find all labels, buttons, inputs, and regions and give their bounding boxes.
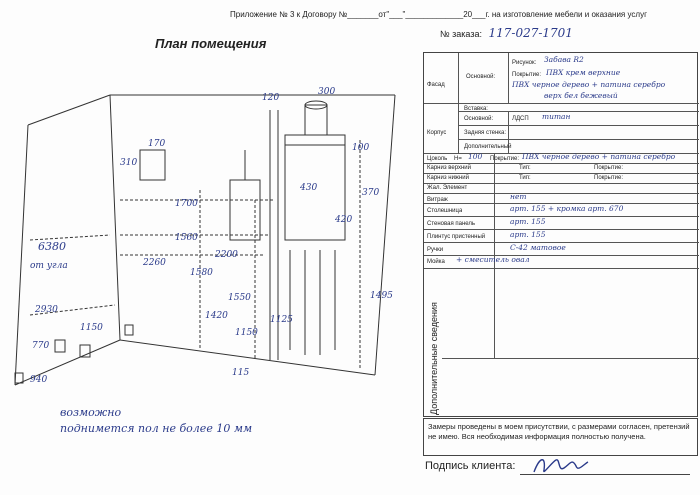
ldsp-label: ЛДСП [512, 116, 529, 122]
client-signature [530, 452, 590, 478]
dim-1125: 1125 [270, 315, 293, 325]
vstavka-label: Вставка: [464, 106, 488, 112]
ruchki-label: Ручки [427, 247, 444, 253]
karniz-niz-pokrytie-label: Покрытие: [594, 175, 624, 181]
tsokol-h-value: 100 [468, 153, 483, 161]
room-sketch [0, 50, 420, 450]
tsokol-pokrytie-value: ПВХ черное дерево + патина серебро [522, 153, 676, 161]
ruchki-value: С-42 матовое [510, 244, 566, 252]
order-number-label: № заказа: [440, 29, 482, 39]
order-number [440, 26, 573, 40]
pokrytie-value-3: верх бел бежевый [544, 92, 618, 100]
risunok-value: Забава R2 [544, 56, 584, 64]
plan-note-line2: поднимется пол не более 10 мм [60, 422, 253, 435]
stoleshnitsa-value: арт. 155 + кромка арт. 670 [510, 205, 624, 213]
karniz-verh-label: Карниз верхний [427, 165, 471, 171]
dim-from-corner: от угла [30, 261, 68, 271]
additional-info-side-text: Дополнительные сведения [429, 302, 439, 415]
dim-2200: 2200 [215, 250, 238, 260]
document-header: Приложение № 3 к Договору №_______от"___"_____________20___г. на изготовление мебели и оказания услуг [230, 10, 647, 19]
measurement-confirmation: Замеры проведены в моем присутствии, с размерами согласен, претензий не имею. Вся необходимая информация полностью получена. [423, 418, 698, 456]
dim-1560: 1560 [175, 233, 198, 243]
dim-370: 370 [362, 188, 380, 198]
korpus-label: Корпус [427, 130, 447, 136]
tsokol-h-label: Н= [454, 156, 462, 162]
dim-940: 940 [30, 375, 48, 385]
plan-note [60, 405, 252, 437]
dim-300: 300 [318, 87, 336, 97]
dim-1420: 1420 [205, 311, 228, 321]
moyka-value: + смеситель овал [456, 256, 530, 264]
dim-6380: 6380 [38, 240, 66, 253]
dim-120: 120 [262, 93, 280, 103]
karniz-verh-tip-label: Тип: [519, 165, 531, 171]
tsokol-pokrytie-label: Покрытие: [490, 156, 520, 162]
specification-form [423, 52, 698, 417]
fasad-label: Фасад [427, 82, 445, 88]
additional-info-side-label [425, 270, 441, 415]
dim-430: 430 [300, 183, 318, 193]
dim-1495: 1495 [370, 291, 393, 301]
dim-1150: 1150 [80, 323, 103, 333]
pokrytie-value-1: ПВХ крем верхние [546, 69, 621, 77]
stenovaya-panel-label: Стеновая панель [427, 221, 476, 227]
dim-1700: 1700 [175, 199, 198, 209]
order-number-value: 117-027-1701 [488, 26, 573, 40]
dim-420: 420 [335, 215, 353, 225]
karniz-verh-pokrytie-label: Покрытие: [594, 165, 624, 171]
ldsp-value: титан [542, 113, 571, 121]
karniz-niz-tip-label: Тип: [519, 175, 531, 181]
dim-170: 170 [148, 139, 166, 149]
plintus-label: Плинтус пристенный [427, 234, 486, 240]
dim-2260: 2260 [143, 258, 166, 268]
stenovaya-panel-value: арт. 155 [510, 218, 546, 226]
pokrytie-value-2: ПВХ черное дерево + патина серебро [512, 81, 666, 89]
dim-100: 100 [352, 143, 370, 153]
pokrytie-label: Покрытие: [512, 72, 542, 78]
risunok-label: Рисунок: [512, 60, 537, 66]
fasad-osnovnoy-label: Основной: [466, 74, 496, 80]
korpus-osnovnoy-label: Основной: [464, 116, 494, 122]
dim-310: 310 [120, 158, 138, 168]
stoleshnitsa-label: Столешница [427, 208, 463, 214]
dim-1580: 1580 [190, 268, 213, 278]
dopolnitelny-label: Дополнительный [464, 144, 512, 150]
dim-770: 770 [32, 341, 50, 351]
zhal-element-label: Жал. Элемент [427, 185, 468, 191]
vitrazh-value: нет [510, 193, 527, 201]
dim-115: 115 [232, 368, 250, 378]
karniz-niz-label: Карниз нижний [427, 175, 469, 181]
plintus-value: арт. 155 [510, 231, 546, 239]
tsokol-label: Цоколь [427, 156, 448, 162]
client-signature-label: Подпись клиента: [425, 460, 516, 472]
dim-1150-b: 1150 [235, 328, 258, 338]
dim-1550: 1550 [228, 293, 251, 303]
moyka-label: Мойка [427, 259, 445, 265]
plan-note-line1: возможно [60, 406, 122, 419]
vitrazh-label: Витраж [427, 197, 448, 203]
plan-title: План помещения [155, 36, 267, 51]
zadnyaya-stenka-label: Задняя стенка: [464, 130, 507, 136]
dim-2930: 2930 [35, 305, 58, 315]
